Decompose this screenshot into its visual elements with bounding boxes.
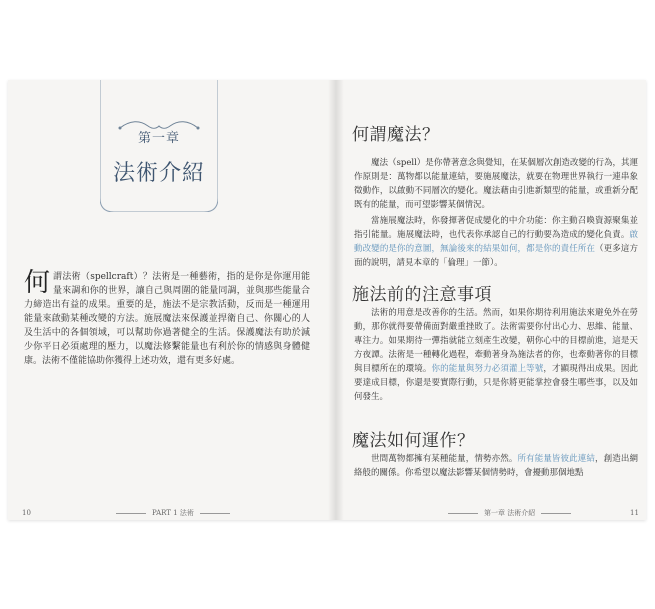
running-head-text: PART 1 法術 — [152, 509, 194, 517]
chapter-opener — [100, 80, 218, 212]
section3-p1-text: 世間萬物都擁有某種能量，情勢亦然。 — [371, 454, 518, 464]
section1-paragraph-1 — [354, 156, 638, 212]
rule-dash — [448, 513, 478, 514]
section2-p1-highlight: 你的能量與努力必須灌上等號 — [431, 364, 544, 374]
section2-paragraph-1 — [354, 306, 638, 404]
section1-paragraph-2 — [354, 214, 638, 270]
chapter-number: 第一章 — [137, 131, 180, 146]
running-head-text: 第一章 法術介紹 — [484, 509, 536, 517]
page-number-left: 10 — [22, 509, 31, 517]
intro-text: 謂法術（spellcraft）？法術是一種藝術，指的是你是你運用能量來調和你的世界，讓自己與周圍的能量同調，並與那些能量合力締造出有益的成果。重要的是，施法不是宗教活動，反而是一種運用能量來啟動某種改變的方法。施展魔法來保護並捍衛自己、你關心的人及生活中的各個領域，可以幫助你過著健全的生活。保護魔法有助於減少你平日必須處理的壓力，以魔法修繫能量也有利於你的情感與身體健康。法術不僅能協助你獲得上述功效，還有更多好處。 — [24, 272, 310, 366]
section3-p1-tail: ，創造出網絡般的關係。你希望以魔法影響某個情勢時，會擾動那個地點 — [354, 454, 638, 478]
section2-p1-tail: ，才顯現得出成果。因此要達成目標，你還是要實際行動，只是你將更能掌控會發生哪些事，以及如何發生。 — [354, 364, 638, 402]
left-page — [8, 80, 328, 520]
running-head-left — [116, 508, 230, 518]
section1-p2-highlight: 啟動改變的是你的意圖，無論後來的結果如何，都是你的責任所在 — [354, 230, 638, 254]
book-spread — [8, 80, 646, 520]
section3-p1-highlight: 所有能量皆彼此連結 — [517, 454, 596, 464]
rule-dash — [200, 513, 230, 514]
intro-paragraph — [24, 270, 310, 368]
section2-p1-text: 法術的用意是改善你的生活。然而，如果你期待利用施法來避免外在勞動，那你就得要帶備面對嚴重挫敗了。法術需要你付出心力、思維、能量、專注力。如果期待一彈指就能立刻產生改變，朝你心中的目標前進，這是天方夜譚。法術是一種轉化過程，牽動著身為施法者的你，也牽動著你的目標與目標所在的環境。 — [354, 308, 638, 374]
chapter-title: 法術介紹 — [112, 161, 205, 186]
section1-p2-text: 當施展魔法時，你發揮著促成變化的中介功能：你主動召喚資源聚集並指引能量。施展魔法時，也代表你承認自己的行動要為造成的變化負責。 — [354, 216, 638, 240]
drop-cap: 何 — [24, 268, 51, 298]
section-heading-how-magic-works: 魔法如何運作？ — [352, 431, 475, 451]
right-page — [338, 80, 646, 520]
section1-p1-text: 魔法（spell）是你帶著意念與覺知，在某個層次創造改變的行為，其運作原則是：萬物都以能量連結，要施展魔法，就要在物理世界執行一連串象徵動作，以啟動不同層次的變化。魔法藉由引進新類型的能量，或重新分配既有的能量，而可望影響某個情況。 — [354, 158, 638, 210]
section3-paragraph-1 — [354, 452, 638, 480]
rule-dash — [116, 513, 146, 514]
rule-dash — [541, 513, 571, 514]
running-head-right — [448, 508, 571, 518]
section1-p2-tail: （更多這方面的說明，請見本章的「倫理」一節）。 — [354, 244, 638, 268]
chapter-frame-icon — [100, 80, 218, 212]
section-heading-what-is-magic: 何謂魔法？ — [352, 125, 440, 145]
section-heading-precautions: 施法前的注意事項 — [352, 285, 492, 305]
page-number-right: 11 — [630, 509, 639, 517]
